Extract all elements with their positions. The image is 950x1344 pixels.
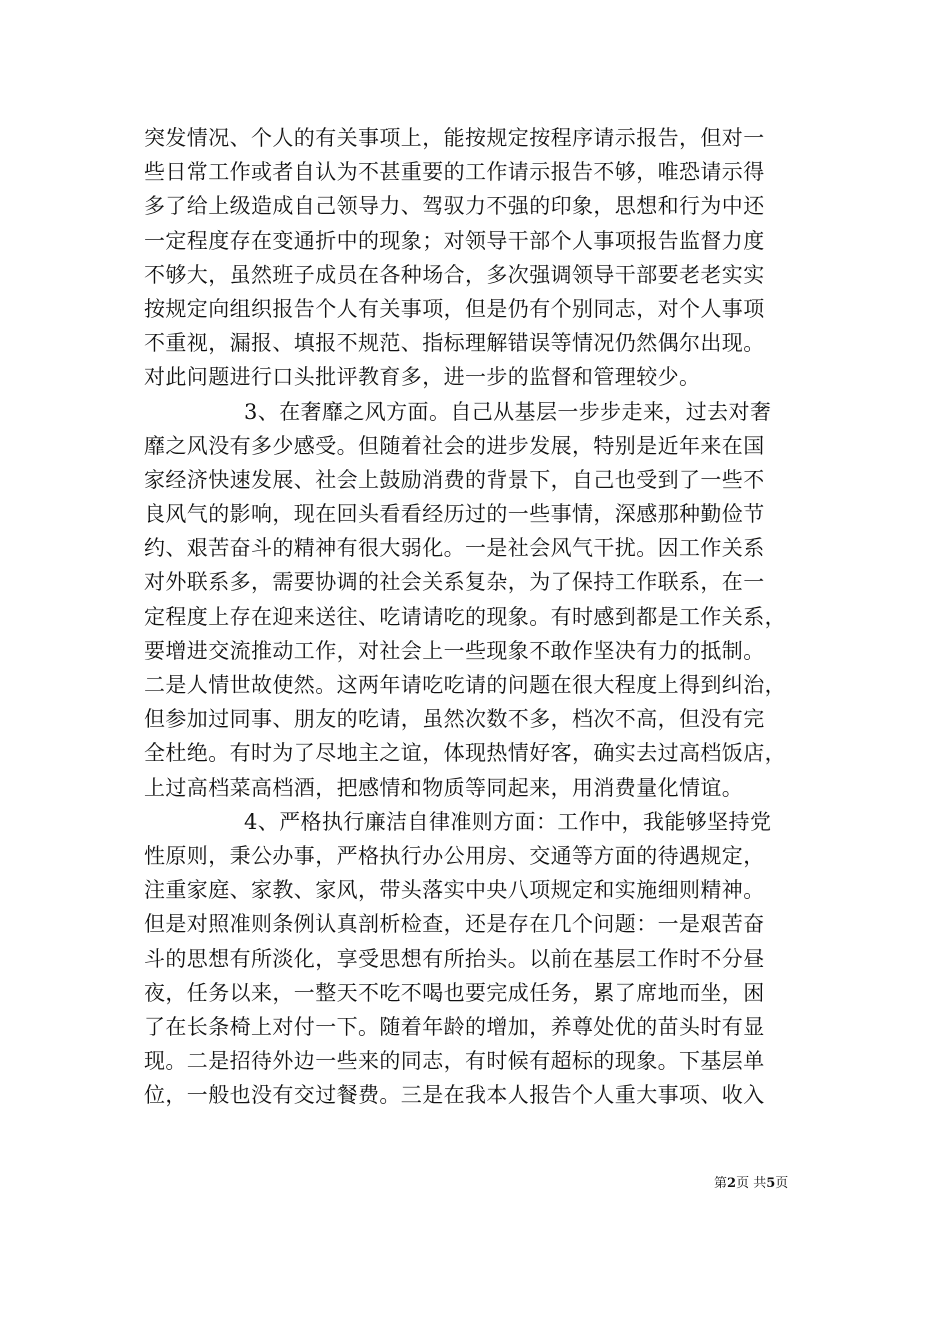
text-line: 全杜绝。有时为了尽地主之谊，体现热情好客，确实去过高档饭店， [144, 741, 786, 766]
text-line: 对此问题进行口头批评教育多，进一步的监督和管理较少。 [144, 365, 701, 390]
current-page-number: 2 [727, 1176, 737, 1191]
footer-suffix: 页 [775, 1176, 789, 1191]
page-footer [714, 1176, 788, 1192]
text-line: 上过高档菜高档酒，把感情和物质等同起来，用消费量化情谊。 [144, 775, 744, 800]
text-line: 多了给上级造成自己领导力、驾驭力不强的印象，思想和行为中还 [144, 194, 765, 219]
text-line: 但参加过同事、朋友的吃请，虽然次数不多，档次不高，但没有完 [144, 707, 765, 732]
footer-middle: 页 共 [736, 1176, 767, 1191]
text-line: 位，一般也没有交过餐费。三是在我本人报告个人重大事项、收入 [144, 1083, 765, 1108]
text-line: 一定程度存在变通折中的现象；对领导干部个人事项报告监督力度 [144, 228, 765, 253]
text-line: 但是对照准则条例认真剖析检查，还是存在几个问题：一是艰苦奋 [144, 912, 765, 937]
text-line: 些日常工作或者自认为不甚重要的工作请示报告不够，唯恐请示得 [144, 160, 765, 185]
text-line: 按规定向组织报告个人有关事项，但是仍有个别同志，对个人事项 [144, 296, 765, 321]
text-line: 注重家庭、家教、家风，带头落实中央八项规定和实施细则精神。 [144, 878, 765, 903]
text-line: 了在长条椅上对付一下。随着年龄的增加，养尊处优的苗头时有显 [144, 1014, 765, 1039]
total-page-number: 5 [766, 1176, 776, 1191]
text-line: 夜，任务以来，一整天不吃不喝也要完成任务，累了席地而坐，困 [144, 980, 765, 1005]
text-line: 斗的思想有所淡化，享受思想有所抬头。以前在基层工作时不分昼 [144, 946, 765, 971]
footer-prefix: 第 [714, 1176, 728, 1191]
text-line: 家经济快速发展、社会上鼓励消费的背景下，自己也受到了一些不 [144, 467, 765, 492]
text-line: 不够大，虽然班子成员在各种场合，多次强调领导干部要老老实实 [144, 262, 765, 287]
text-line: 良风气的影响，现在回头看看经历过的一些事情，深感那种勤俭节 [144, 502, 765, 527]
text-line: 定程度上存在迎来送往、吃请请吃的现象。有时感到都是工作关系， [144, 604, 786, 629]
paragraph-start-line: 3、在奢靡之风方面。自己从基层一步步走来，过去对奢 [244, 399, 772, 424]
text-line: 要增进交流推动工作，对社会上一些现象不敢作坚决有力的抵制。 [144, 638, 765, 663]
text-line: 对外联系多，需要协调的社会关系复杂，为了保持工作联系，在一 [144, 570, 765, 595]
text-line: 靡之风没有多少感受。但随着社会的进步发展，特别是近年来在国 [144, 433, 765, 458]
text-line: 突发情况、个人的有关事项上，能按规定按程序请示报告，但对一 [144, 126, 765, 150]
text-line: 不重视，漏报、填报不规范、指标理解错误等情况仍然偶尔出现。 [144, 331, 765, 356]
paragraph-start-line: 4、严格执行廉洁自律准则方面：工作中，我能够坚持党 [244, 809, 772, 834]
document-body [144, 121, 806, 1112]
text-line: 性原则，秉公办事，严格执行办公用房、交通等方面的待遇规定， [144, 843, 765, 868]
text-line: 二是人情世故使然。这两年请吃吃请的问题在很大程度上得到纠治， [144, 673, 786, 697]
text-line: 约、艰苦奋斗的精神有很大弱化。一是社会风气干扰。因工作关系 [144, 536, 765, 561]
text-line: 现。二是招待外边一些来的同志，有时候有超标的现象。下基层单 [144, 1049, 765, 1074]
